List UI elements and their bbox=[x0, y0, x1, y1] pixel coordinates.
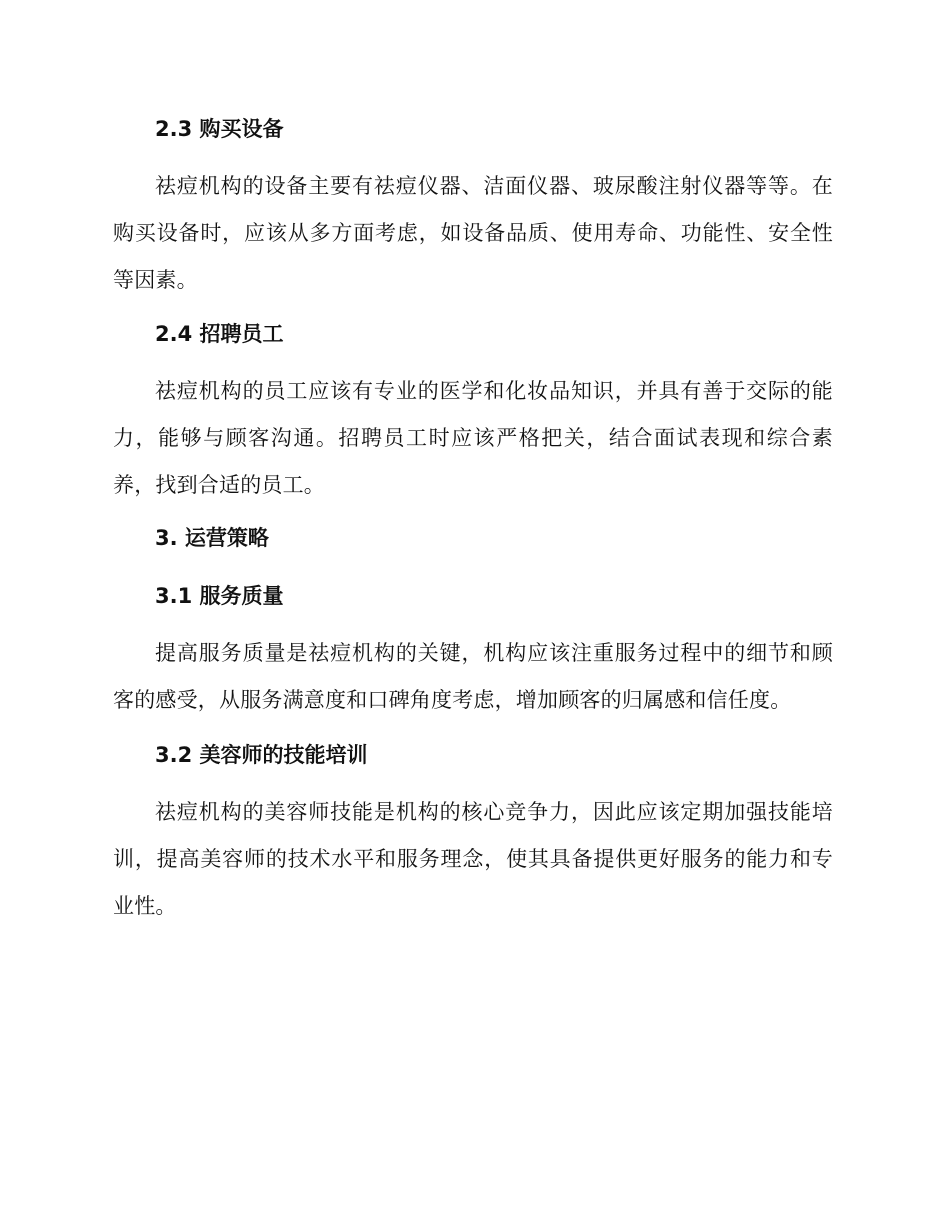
section-paragraph-3-1: 提高服务质量是祛痘机构的关键，机构应该注重服务过程中的细节和顾客的感受，从服务满意度和口碑角度考虑，增加顾客的归属感和信任度。 bbox=[113, 641, 833, 712]
section-heading-2-4: 2.4 招聘员工 bbox=[155, 322, 284, 346]
section-paragraph-3-2: 祛痘机构的美容师技能是机构的核心竞争力，因此应该定期加强技能培训，提高美容师的技术水平和服务理念，使其具备提供更好服务的能力和专业性。 bbox=[113, 800, 833, 918]
section-heading-3-2: 3.2 美容师的技能培训 bbox=[155, 743, 368, 767]
section-heading-2-3: 2.3 购买设备 bbox=[155, 117, 284, 141]
section-paragraph-2-3: 祛痘机构的设备主要有祛痘仪器、洁面仪器、玻尿酸注射仪器等等。在购买设备时，应该从多方面考虑，如设备品质、使用寿命、功能性、安全性等因素。 bbox=[113, 174, 833, 292]
section-heading-3-1: 3.1 服务质量 bbox=[155, 584, 284, 608]
section-heading-3: 3. 运营策略 bbox=[155, 526, 269, 550]
section-paragraph-2-4: 祛痘机构的员工应该有专业的医学和化妆品知识，并具有善于交际的能力，能够与顾客沟通。招聘员工时应该严格把关，结合面试表现和综合素养，找到合适的员工。 bbox=[113, 379, 833, 497]
